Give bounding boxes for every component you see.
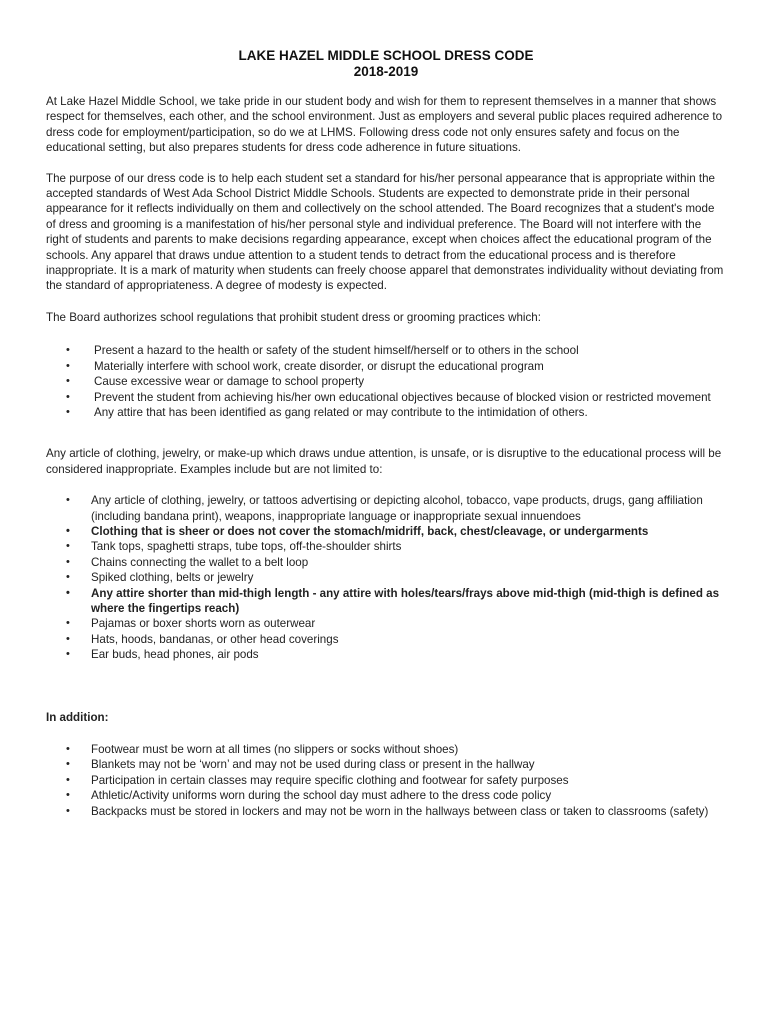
bullet-icon: • <box>66 617 70 630</box>
bullet-icon: • <box>66 632 70 645</box>
bullet-icon: • <box>66 789 70 802</box>
bullet-icon: • <box>66 648 70 661</box>
inappropriate-examples-list <box>46 493 726 662</box>
additional-rules-list <box>46 742 726 819</box>
bullet-icon: • <box>66 555 70 568</box>
document-title-block <box>46 48 726 80</box>
list-item: • Clothing that is sheer or does not cover the stomach/midriff, back, chest/cleavage, or undergarments <box>66 524 649 538</box>
bullet-icon: • <box>66 773 70 786</box>
bullet-icon: • <box>66 390 70 403</box>
bullet-icon: • <box>66 405 70 418</box>
list-item: • Athletic/Activity uniforms worn during the school day must adhere to the dress code policy <box>66 789 552 803</box>
list-item: • Materially interfere with school work, create disorder, or disrupt the educational program <box>66 359 544 373</box>
bullet-icon: • <box>66 494 70 507</box>
document-title: LAKE HAZEL MIDDLE SCHOOL DRESS CODE <box>238 48 534 63</box>
list-item: • Hats, hoods, bandanas, or other head coverings <box>66 632 339 646</box>
list-item: • Spiked clothing, belts or jewelry <box>66 571 254 585</box>
list-item: • Any article of clothing, jewelry, or tattoos advertising or depicting alcohol, tobacco, vape products, drugs, gang affiliation (including bandana print), weapons, inappropriate language or inappropriate sexual innuendoes <box>66 494 703 523</box>
purpose-paragraph: The purpose of our dress code is to help each student set a standard for his/her personal appearance that is appropriate within the accepted standards of West Ada School District Middle Schools. Students are expected to demonstrate pride in their personal appearance for it reflects individually on them and collectively on the school attended. The Board recognizes that a student's mode of dress and grooming is a manifestation of his/her personal style and individual preference. The Board will not interfere with the right of students and parents to make decisions regarding appearance, except when choices affect the educational program of the schools. Any apparel that draws undue attention to a student tends to detract from the educational process and is therefore inappropriate. It is a mark of maturity when students can freely choose apparel that demonstrates individuality without deviating from the standard of appropriateness. A degree of modesty is expected. <box>46 171 724 293</box>
bullet-icon: • <box>66 359 70 372</box>
list-item: • Blankets may not be ‘worn’ and may not be used during class or present in the hallway <box>66 758 535 772</box>
document-subtitle: 2018-2019 <box>353 64 419 79</box>
list-item: • Cause excessive wear or damage to school property <box>66 375 365 389</box>
board-prohibitions-list <box>46 343 726 420</box>
bullet-icon: • <box>66 524 70 537</box>
list-item: • Any attire that has been identified as gang related or may contribute to the intimidation of others. <box>66 405 588 419</box>
list-item: • Tank tops, spaghetti straps, tube tops, off-the-shoulder shirts <box>66 540 402 554</box>
list-item: • Pajamas or boxer shorts worn as outerwear <box>66 617 316 631</box>
bullet-icon: • <box>66 375 70 388</box>
article-intro-paragraph: Any article of clothing, jewelry, or make-up which draws undue attention, is unsafe, or is disruptive to the educational process will be considered inappropriate. Examples include but are not limited to: <box>46 447 722 476</box>
intro-paragraph: At Lake Hazel Middle School, we take pride in our student body and wish for them to represent themselves in a manner that shows respect for themselves, each other, and the school environment. Just as employers and several public places required adherence to dress code for employment/participation, so do we at LHMS. Following dress code not only ensures safety and focus on the educational setting, but also prepares students for dress code adherence in future situations. <box>46 95 723 155</box>
bullet-icon: • <box>66 540 70 553</box>
list-item: • Footwear must be worn at all times (no slippers or socks without shoes) <box>66 743 459 756</box>
list-item: • Any attire shorter than mid-thigh length - any attire with holes/tears/frays above mid-thigh (mid-thigh is defined as where the fingertips reach) <box>66 586 720 615</box>
list-item: • Prevent the student from achieving his/her own educational objectives because of blocked vision or restricted movement <box>66 390 711 404</box>
bullet-icon: • <box>66 743 70 755</box>
list-item: • Chains connecting the wallet to a belt loop <box>66 555 309 569</box>
bullet-icon: • <box>66 804 70 817</box>
list-item: • Backpacks must be stored in lockers and may not be worn in the hallways between class or taken to classrooms (safety) <box>66 804 709 818</box>
bullet-icon: • <box>66 758 70 771</box>
bullet-icon: • <box>66 344 70 357</box>
document-page <box>46 48 726 819</box>
bullet-icon: • <box>66 586 70 599</box>
list-item: • Participation in certain classes may require specific clothing and footwear for safety purposes <box>66 773 569 787</box>
bullet-icon: • <box>66 571 70 584</box>
list-item: • Present a hazard to the health or safety of the student himself/herself or to others in the school <box>66 344 579 358</box>
board-intro-paragraph: The Board authorizes school regulations that prohibit student dress or grooming practices which: <box>46 310 541 324</box>
in-addition-heading: In addition: <box>46 710 109 724</box>
list-item: • Ear buds, head phones, air pods <box>66 648 259 662</box>
